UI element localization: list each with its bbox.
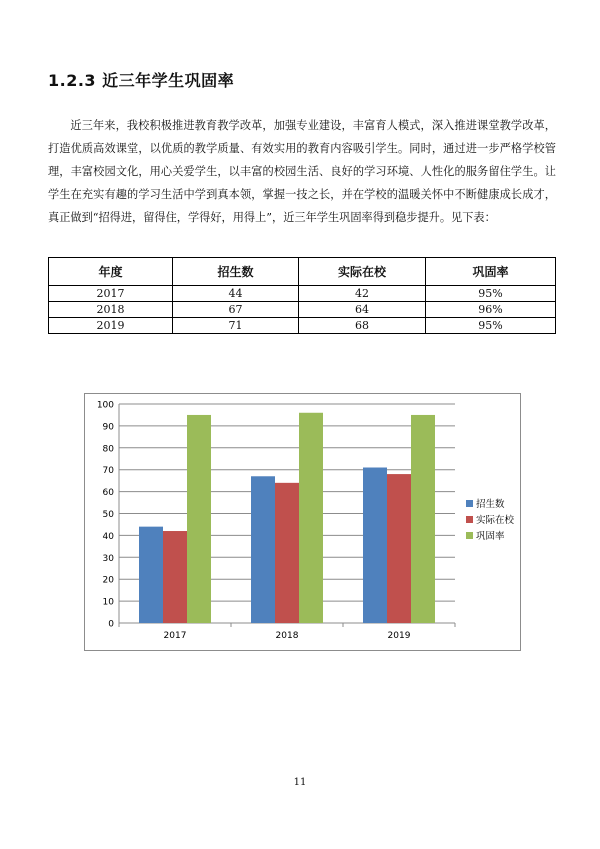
legend-swatch: [466, 500, 473, 507]
table-cell-enrollment: 67: [173, 302, 299, 318]
bar-巩固率-2019: [411, 415, 435, 623]
header-enrollment: 招生数: [173, 258, 299, 286]
consolidation-table: [48, 257, 556, 334]
y-tick-label: 40: [102, 531, 114, 542]
x-tick-label: 2018: [275, 631, 299, 641]
bar-招生数-2017: [139, 527, 163, 623]
table-cell-enrolled-actual: 64: [299, 302, 426, 318]
table-row: [49, 302, 556, 318]
y-tick-label: 90: [102, 422, 114, 433]
bar-实际在校-2019: [387, 474, 411, 623]
y-tick-label: 30: [102, 553, 114, 564]
header-year: 年度: [49, 258, 173, 286]
y-tick-label: 100: [96, 400, 114, 411]
header-enrolled-actual: 实际在校: [299, 258, 426, 286]
legend-label: 巩固率: [476, 531, 505, 542]
table-cell-year: 2019: [49, 318, 173, 334]
bar-巩固率-2017: [187, 415, 211, 623]
y-tick-label: 20: [102, 575, 114, 586]
legend-label: 实际在校: [476, 515, 515, 526]
y-tick-label: 50: [102, 510, 114, 520]
bar-实际在校-2017: [163, 531, 187, 623]
x-tick-label: 2019: [387, 631, 411, 641]
table-cell-enrolled-actual: 42: [299, 286, 426, 302]
bar-巩固率-2018: [299, 413, 323, 623]
table-cell-retention-rate: 96%: [426, 302, 556, 318]
y-tick-label: 0: [108, 619, 114, 630]
page-number: 11: [293, 777, 307, 788]
table-cell-year: 2017: [49, 286, 173, 302]
table-cell-enrollment: 44: [173, 286, 299, 302]
table-row: [49, 318, 556, 334]
y-tick-label: 10: [102, 597, 114, 608]
bar-chart: [84, 393, 521, 651]
bar-chart-svg: [85, 394, 522, 652]
body-paragraph: 近三年来，我校积极推进教育教学改革，加强专业建设，丰富育人模式，深入推进课堂教学改革，打造优质高效课堂，以优质的教学质量、有效实用的教育内容吸引学生。同时，通过进一步严格学校管理，丰富校园文化，用心关爱学生，以丰富的校园生活、良好的学习环境、人性化的服务留住学生。让学生在充实有趣的学习生活中学到真本领，掌握一技之长，并在学校的温暖关怀中不断健康成长成才，真正做到“招得进，留得住，学得好，用得上”，近三年学生巩固率得到稳步提升。见下表：: [48, 119, 556, 224]
bar-招生数-2019: [363, 468, 387, 623]
bar-招生数-2018: [251, 476, 275, 623]
y-tick-label: 60: [102, 488, 114, 499]
legend-swatch: [466, 516, 473, 523]
legend-swatch: [466, 532, 473, 539]
header-retention-rate: 巩固率: [426, 258, 556, 286]
legend-label: 招生数: [476, 499, 505, 510]
table-cell-retention-rate: 95%: [426, 286, 556, 302]
x-tick-label: 2017: [163, 631, 187, 641]
table-row: [49, 286, 556, 302]
table-header-row: [49, 258, 556, 286]
table-cell-enrollment: 71: [173, 318, 299, 334]
table-cell-year: 2018: [49, 302, 173, 318]
y-tick-label: 70: [102, 466, 114, 477]
section-heading: 1.2.3 近三年学生巩固率: [48, 71, 235, 90]
table-cell-enrolled-actual: 68: [299, 318, 426, 334]
table-cell-retention-rate: 95%: [426, 318, 556, 334]
y-tick-label: 80: [102, 444, 114, 455]
bar-实际在校-2018: [275, 483, 299, 623]
